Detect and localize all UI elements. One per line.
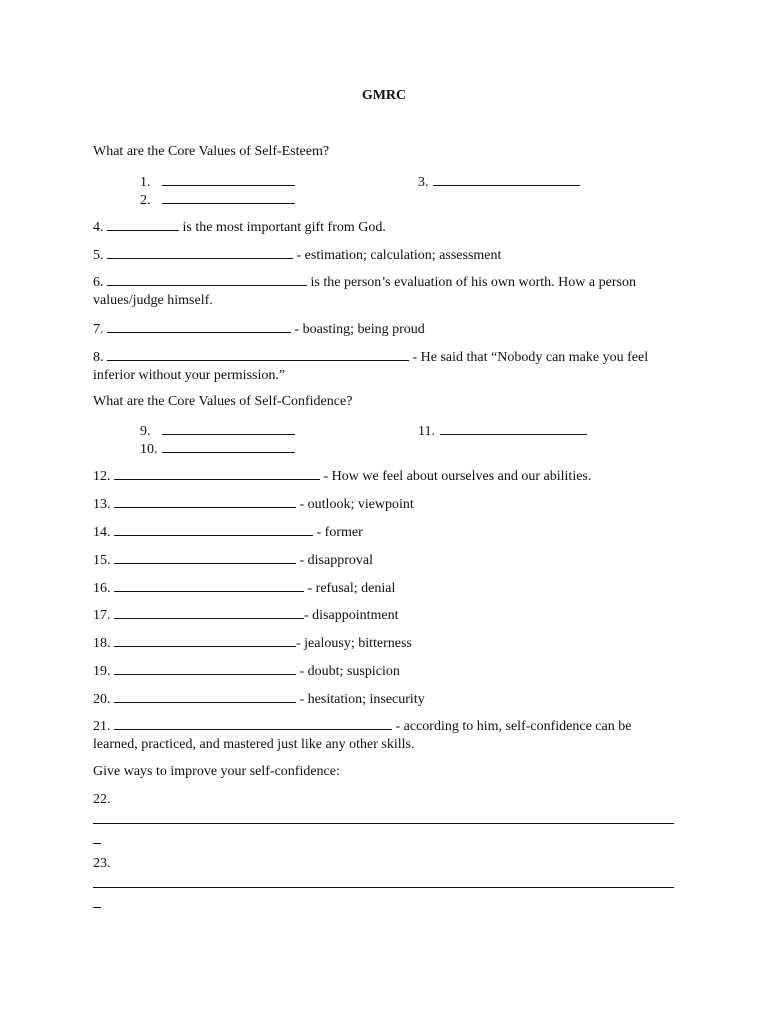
item-number: 10. xyxy=(140,442,158,457)
question-number: 6. xyxy=(93,275,104,290)
question-text: - How we feel about ourselves and our abilities. xyxy=(323,469,592,484)
list-item-2 xyxy=(140,190,295,210)
question-number: 5. xyxy=(93,248,104,263)
list-item-10 xyxy=(140,439,295,459)
answer-blank-4[interactable] xyxy=(107,217,179,231)
item-number: 9. xyxy=(140,424,151,439)
question-21 xyxy=(93,716,674,754)
answer-line-23[interactable] xyxy=(93,887,674,888)
question-text: - according to him, self-confidence can be xyxy=(395,719,632,734)
question-text: - doubt; suspicion xyxy=(299,664,400,679)
question-number: 15. xyxy=(93,553,111,568)
item-number: 11. xyxy=(418,424,435,439)
answer-blank-14[interactable] xyxy=(114,522,313,536)
answer-blank-19[interactable] xyxy=(114,661,296,675)
question-number: 17. xyxy=(93,608,111,623)
question-number: 18. xyxy=(93,636,111,651)
question-text: - jealousy; bitterness xyxy=(296,636,412,651)
answer-blank-1[interactable] xyxy=(162,172,295,186)
question-text: - refusal; denial xyxy=(307,581,396,596)
answer-blank-20[interactable] xyxy=(114,689,296,703)
answer-blank-18[interactable] xyxy=(114,633,296,647)
question-text: - disapproval xyxy=(299,553,373,568)
list-item-11 xyxy=(418,421,587,441)
answer-blank-10[interactable] xyxy=(162,439,295,453)
answer-blank-3[interactable] xyxy=(433,172,580,186)
item-number: 1. xyxy=(140,175,151,190)
question-4 xyxy=(93,217,386,237)
question-number: 19. xyxy=(93,664,111,679)
answer-blank-12[interactable] xyxy=(114,466,320,480)
question-text: is the most important gift from God. xyxy=(182,220,386,235)
question-number: 16. xyxy=(93,581,111,596)
question-text-continued: values/judge himself. xyxy=(93,293,213,308)
answer-blank-7[interactable] xyxy=(107,319,291,333)
question-13 xyxy=(93,494,414,514)
page-title: GMRC xyxy=(361,88,407,103)
question-text: - estimation; calculation; assessment xyxy=(296,248,502,263)
item-number: 3. xyxy=(418,175,429,190)
answer-line-22-tail xyxy=(93,843,101,844)
question-15 xyxy=(93,550,373,570)
question-number: 7. xyxy=(93,322,104,337)
question-text: - hesitation; insecurity xyxy=(299,692,425,707)
answer-blank-5[interactable] xyxy=(107,245,293,259)
question-number: 14. xyxy=(93,525,111,540)
section-improve-confidence-question: Give ways to improve your self-confidence: xyxy=(93,764,340,779)
question-20 xyxy=(93,689,425,709)
question-number: 8. xyxy=(93,350,104,365)
question-text: - outlook; viewpoint xyxy=(299,497,414,512)
question-text-continued: inferior without your permission.” xyxy=(93,368,286,383)
answer-blank-16[interactable] xyxy=(114,578,304,592)
section-self-confidence-question: What are the Core Values of Self-Confidence? xyxy=(93,394,353,409)
answer-line-22[interactable] xyxy=(93,823,674,824)
question-number: 12. xyxy=(93,469,111,484)
answer-blank-2[interactable] xyxy=(162,190,295,204)
answer-blank-17[interactable] xyxy=(114,605,304,619)
question-text: - former xyxy=(316,525,363,540)
section-self-esteem-question: What are the Core Values of Self-Esteem? xyxy=(93,144,330,159)
answer-blank-8[interactable] xyxy=(107,347,409,361)
answer-line-23-tail xyxy=(93,907,101,908)
answer-blank-11[interactable] xyxy=(440,421,587,435)
item-number: 2. xyxy=(140,193,151,208)
answer-blank-21[interactable] xyxy=(114,716,392,730)
answer-blank-13[interactable] xyxy=(114,494,296,508)
answer-blank-9[interactable] xyxy=(162,421,295,435)
question-12 xyxy=(93,466,591,486)
question-18 xyxy=(93,633,412,653)
question-number: 21. xyxy=(93,719,111,734)
list-item-1 xyxy=(140,172,295,192)
question-7 xyxy=(93,319,425,339)
answer-blank-15[interactable] xyxy=(114,550,296,564)
question-number: 13. xyxy=(93,497,111,512)
question-5 xyxy=(93,245,501,265)
question-17 xyxy=(93,605,399,625)
question-14 xyxy=(93,522,363,542)
question-23-number: 23. xyxy=(93,856,111,871)
question-6 xyxy=(93,272,674,310)
question-16 xyxy=(93,578,395,598)
question-19 xyxy=(93,661,400,681)
answer-blank-6[interactable] xyxy=(107,272,307,286)
question-number: 4. xyxy=(93,220,104,235)
question-text: is the person’s evaluation of his own worth. How a person xyxy=(310,275,636,290)
question-text: - boasting; being proud xyxy=(294,322,425,337)
list-item-9 xyxy=(140,421,295,441)
question-text: - He said that “Nobody can make you feel xyxy=(412,350,649,365)
question-number: 20. xyxy=(93,692,111,707)
question-22-number: 22. xyxy=(93,792,111,807)
list-item-3 xyxy=(418,172,580,192)
question-text-continued: learned, practiced, and mastered just like any other skills. xyxy=(93,737,415,752)
question-8 xyxy=(93,347,674,385)
question-text: - disappointment xyxy=(304,608,399,623)
